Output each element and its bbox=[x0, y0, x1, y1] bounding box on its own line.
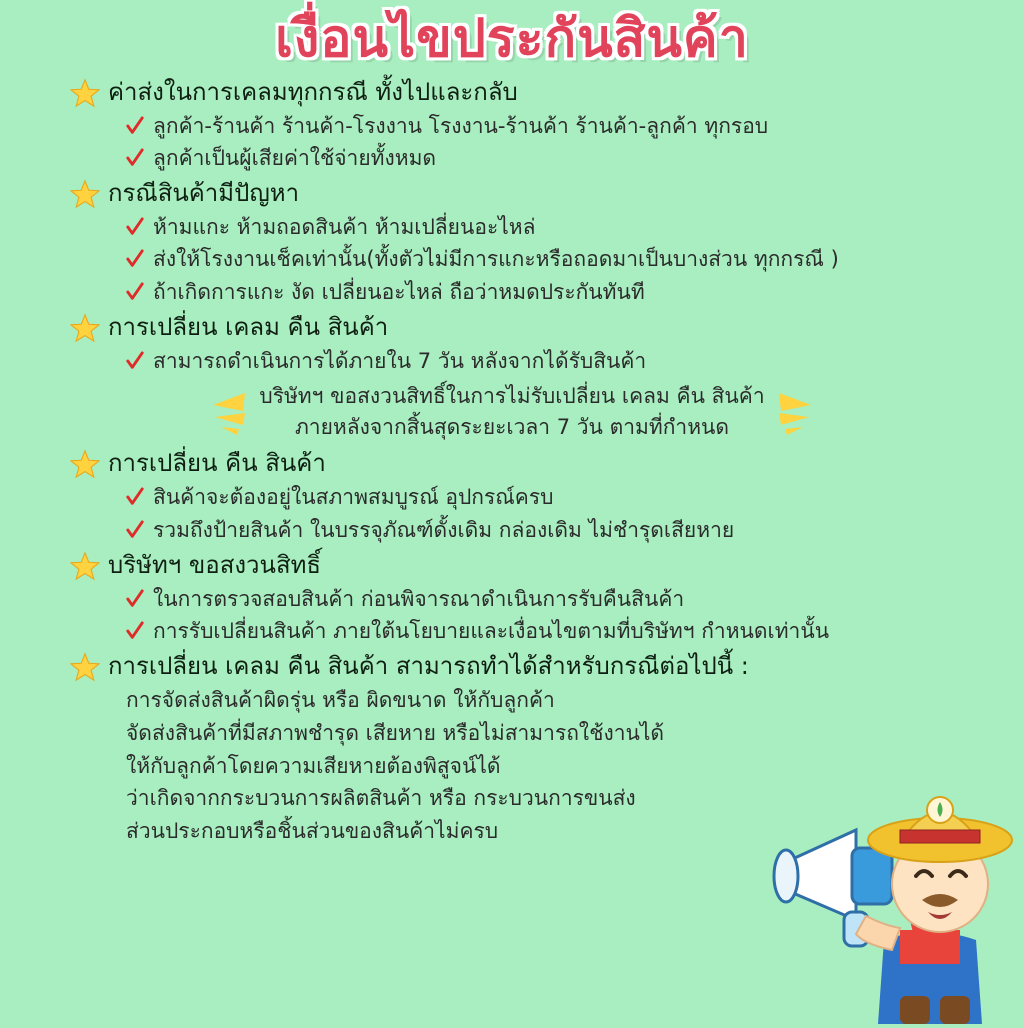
list-item bbox=[126, 348, 1006, 375]
section-heading: บริษัทฯ ขอสงวนสิทธิ์ bbox=[108, 550, 322, 579]
note-line-2: ภายหลังจากสิ้นสุดระยะเวลา 7 วัน ตามที่กำหนด bbox=[294, 414, 730, 439]
section-heading: การเปลี่ยน คืน สินค้า bbox=[108, 449, 326, 478]
section-heading-row bbox=[70, 448, 1006, 479]
list-item-label: สามารถดำเนินการได้ภายใน 7 วัน หลังจากได้รับสินค้า bbox=[153, 349, 647, 374]
list-item bbox=[126, 618, 1006, 645]
star-icon bbox=[70, 313, 100, 343]
star-icon bbox=[70, 551, 100, 581]
section-heading: กรณีสินค้ามีปัญหา bbox=[108, 179, 300, 208]
star-icon bbox=[70, 449, 100, 479]
section-heading: การเปลี่ยน เคลม คืน สินค้า bbox=[108, 313, 389, 342]
star-icon bbox=[70, 78, 100, 108]
list-item-label: ส่งให้โรงงานเช็คเท่านั้น(ทั้งตัวไม่มีการแกะหรือถอดมาเป็นบางส่วน ทุกกรณี ) bbox=[153, 247, 839, 272]
check-mark-icon bbox=[126, 519, 144, 541]
final-line: ส่วนประกอบหรือชิ้นส่วนของสินค้าไม่ครบ bbox=[126, 818, 499, 843]
list-item-label: ห้ามแกะ ห้ามถอดสินค้า ห้ามเปลี่ยนอะไหล่ bbox=[153, 215, 536, 240]
final-line: ว่าเกิดจากกระบวนการผลิตสินค้า หรือ กระบวนการขนส่ง bbox=[126, 786, 636, 811]
section-heading-row bbox=[70, 312, 1006, 343]
section-3 bbox=[18, 312, 1006, 442]
list-item-label: สินค้าจะต้องอยู่ในสภาพสมบูรณ์ อุปกรณ์ครบ bbox=[153, 485, 554, 510]
final-line: จัดส่งสินค้าที่มีสภาพชำรุด เสียหาย หรือไม่สามารถใช้งานได้ bbox=[126, 720, 665, 745]
star-icon bbox=[70, 179, 100, 209]
final-line: การจัดส่งสินค้าผิดรุ่น หรือ ผิดขนาด ให้กับลูกค้า bbox=[126, 688, 555, 713]
section-heading-row bbox=[70, 77, 1006, 108]
section-heading-row bbox=[70, 178, 1006, 209]
list-item bbox=[126, 246, 1006, 273]
section-heading-row bbox=[70, 550, 1006, 581]
list-item bbox=[126, 484, 1006, 511]
check-mark-icon bbox=[126, 115, 144, 137]
list-item bbox=[126, 145, 1006, 172]
list-item-label: ลูกค้าเป็นผู้เสียค่าใช้จ่ายทั้งหมด bbox=[153, 145, 437, 170]
list-item-label: ลูกค้า-ร้านค้า ร้านค้า-โรงงาน โรงงาน-ร้านค้า ร้านค้า-ลูกค้า ทุกรอบ bbox=[153, 113, 769, 138]
check-mark-icon bbox=[126, 147, 144, 169]
list-item-label: ในการตรวจสอบสินค้า ก่อนพิจารณาดำเนินการรับคืนสินค้า bbox=[153, 586, 685, 611]
section-4 bbox=[18, 448, 1006, 544]
reservation-note bbox=[18, 381, 1006, 442]
check-mark-icon bbox=[126, 486, 144, 508]
check-mark-icon bbox=[126, 620, 144, 642]
note-line-1: บริษัทฯ ขอสงวนสิทธิ์ในการไม่รับเปลี่ยน เคลม คืน สินค้า bbox=[259, 384, 765, 409]
check-mark-icon bbox=[126, 248, 144, 270]
section-heading: การเปลี่ยน เคลม คืน สินค้า สามารถทำได้สำหรับกรณีต่อไปนี้ : bbox=[108, 652, 749, 681]
list-item-label: การรับเปลี่ยนสินค้า ภายใต้นโยบายและเงื่อนไขตามที่บริษัทฯ กำหนดเท่านั้น bbox=[153, 619, 830, 644]
section-5 bbox=[18, 550, 1006, 646]
check-mark-icon bbox=[126, 588, 144, 610]
page-title: เงื่อนไขประกันสินค้า bbox=[275, 9, 749, 69]
final-lines bbox=[126, 684, 1006, 847]
check-mark-icon bbox=[126, 281, 144, 303]
star-icon bbox=[70, 652, 100, 682]
list-item-label: ถ้าเกิดการแกะ งัด เปลี่ยนอะไหล่ ถือว่าหมดประกันทันที bbox=[153, 279, 645, 304]
section-heading: ค่าส่งในการเคลมทุกกรณี ทั้งไปและกลับ bbox=[108, 77, 518, 106]
sparkle-burst-icon bbox=[209, 389, 249, 435]
list-item-label: รวมถึงป้ายสินค้า ในบรรจุภัณฑ์ดั้งเดิม กล่องเดิม ไม่ชำรุดเสียหาย bbox=[153, 517, 735, 542]
final-line: ให้กับลูกค้าโดยความเสียหายต้องพิสูจน์ได้ bbox=[126, 753, 501, 778]
list-item bbox=[126, 517, 1006, 544]
list-item bbox=[126, 113, 1006, 140]
list-item bbox=[126, 279, 1006, 306]
check-mark-icon bbox=[126, 216, 144, 238]
section-heading-row bbox=[70, 651, 1006, 682]
list-item bbox=[126, 586, 1006, 613]
final-section bbox=[18, 651, 1006, 847]
sparkle-burst-icon bbox=[775, 389, 815, 435]
section-1 bbox=[18, 77, 1006, 173]
section-2 bbox=[18, 178, 1006, 306]
list-item bbox=[126, 214, 1006, 241]
check-mark-icon bbox=[126, 350, 144, 372]
